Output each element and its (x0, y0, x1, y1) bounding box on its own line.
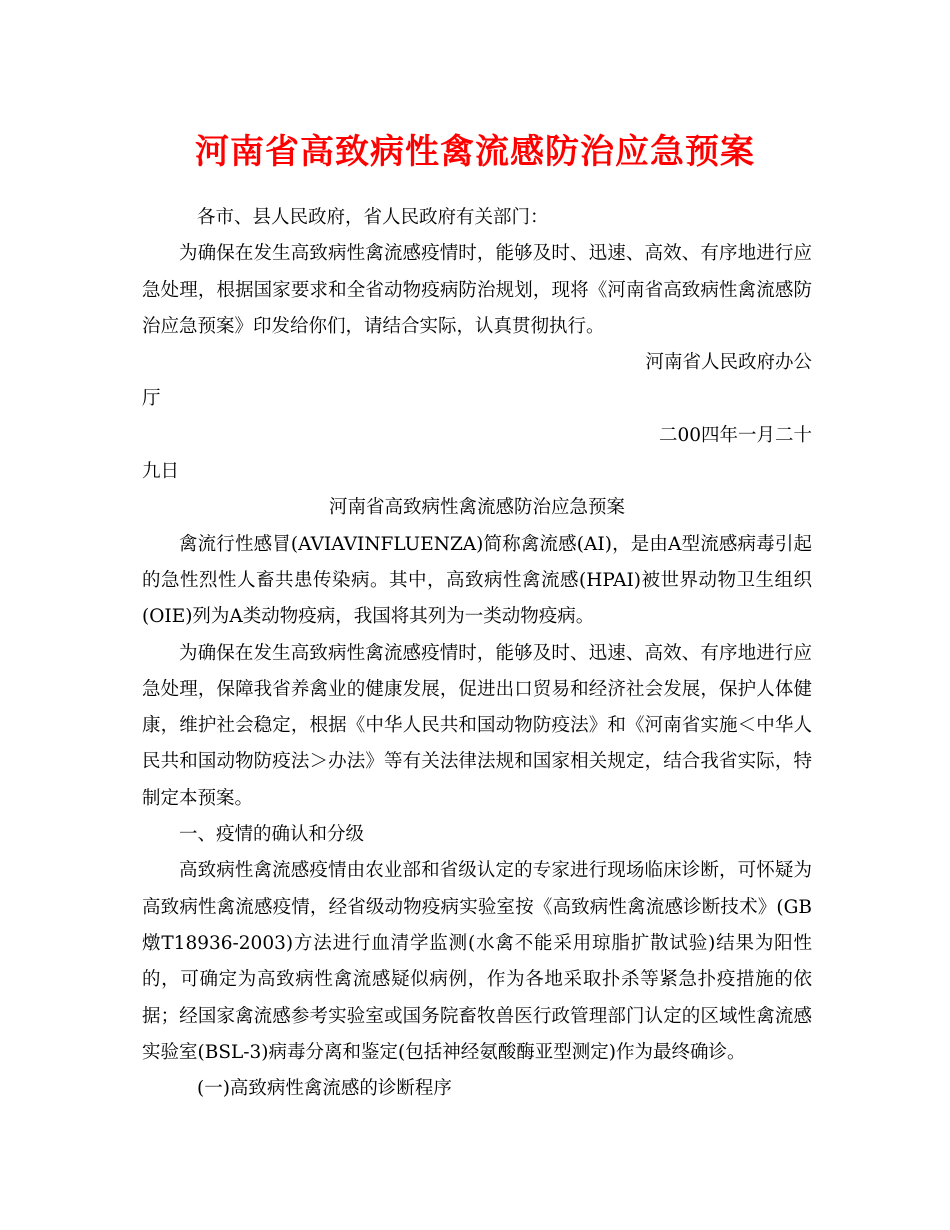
salutation: 各市、县人民政府，省人民政府有关部门： (197, 207, 549, 228)
plan-paragraph-3: 高致病性禽流感疫情由农业部和省级认定的专家进行现场临床诊断，可怀疑为高致病性禽流感疫情，经省级动物疫病实验室按《高致病性禽流感诊断技术》(GB燉T18936-2003)方法进行血清学监测(水禽不能采用琼脂扩散试验)结果为阳性的，可确定为高致病性禽流感疑似病例，作为各地采取扑杀等紧急扑疫措施的依据；经国家禽流感参考实验室或国务院畜牧兽医行政管理部门认定的区域性禽流感实验室(BSL-3)病毒分离和鉴定(包括神经氨酸酶亚型测定)作为最终确诊。 (142, 860, 812, 1063)
plan-heading: 河南省高致病性禽流感防治应急预案 (328, 497, 625, 519)
document-body (142, 200, 812, 1107)
date-line-2: 九日 (142, 461, 180, 483)
section-heading-1: 一、疫情的确认和分级 (179, 824, 365, 846)
letter-body: 为确保在发生高致病性禽流感疫情时，能够及时、迅速、高效、有序地进行应急处理，根据国家要求和全省动物疫病防治规划，现将《河南省高致病性禽流感防治应急预案》印发给你们，请结合实际，认真贯彻执行。 (142, 243, 812, 337)
issuer-line-1: 河南省人民政府办公 (645, 352, 812, 374)
issuer-line-2: 厅 (142, 388, 161, 410)
date-line-1: 二00四年一月二十 (658, 424, 812, 446)
plan-paragraph-1: 禽流行性感冒(AVIAVINFLUENZA)简称禽流感(AI)，是由A型流感病毒引起的急性烈性人畜共患传染病。其中，高致病性禽流感(HPAI)被世界动物卫生组织(OIE)列为A类动物疫病，我国将其列为一类动物疫病。 (142, 533, 812, 628)
document-title: 河南省高致病性禽流感防治应急预案 (195, 132, 755, 172)
plan-paragraph-2: 为确保在发生高致病性禽流感疫情时，能够及时、迅速、高效、有序地进行应急处理，保障我省养禽业的健康发展，促进出口贸易和经济社会发展，保护人体健康，维护社会稳定，根据《中华人民共和国动物防疫法》和《河南省实施＜中华人民共和国动物防疫法＞办法》等有关法律法规和国家相关规定，结合我省实际，特制定本预案。 (142, 642, 812, 809)
subsection-heading-1: (一)高致病性禽流感的诊断程序 (197, 1078, 452, 1100)
